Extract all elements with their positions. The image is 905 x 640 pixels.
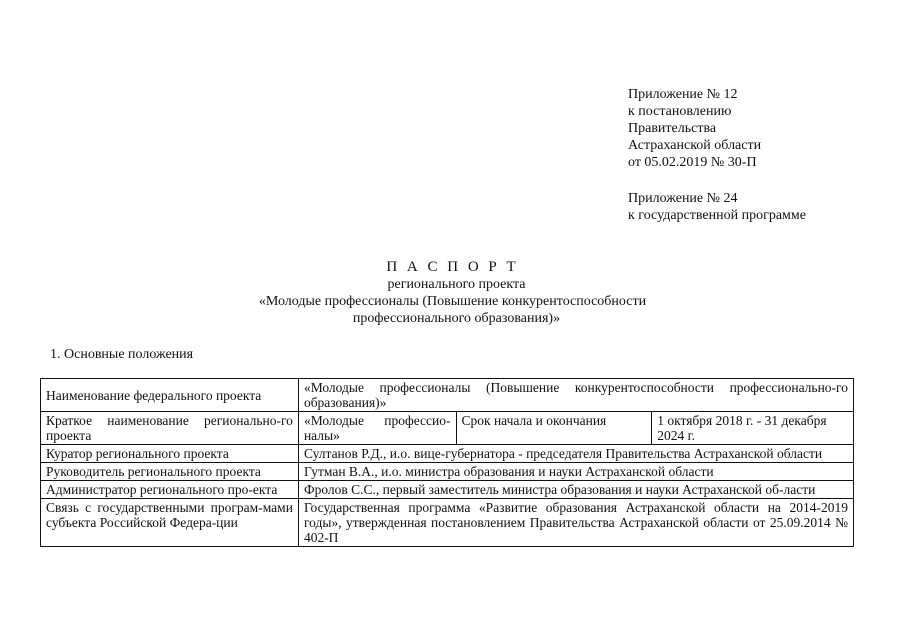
row-value: «Молодые профессионалы (Повышение конкурентоспособности профессионально-го образования)» [298, 379, 853, 412]
table-row [41, 379, 854, 412]
period-value: 1 октября 2018 г. - 31 декабря 2024 г. [652, 412, 854, 445]
period-label: Срок начала и окончания [456, 412, 652, 445]
table-row [41, 463, 854, 481]
heading-line: профессионального образования)» [352, 311, 561, 326]
row-label: Руководитель регионального проекта [41, 463, 299, 481]
appendix-line: Приложение № 24 [628, 191, 738, 206]
appendix-line: Астраханской области [628, 138, 762, 153]
document-title: П А С П О Р Т [386, 259, 519, 275]
appendix-block-2 [628, 190, 806, 224]
project-short-name: «Молодые профессио-налы» [298, 412, 456, 445]
row-label: Наименование федерального проекта [41, 379, 299, 412]
appendix-line: Приложение № 12 [628, 87, 738, 102]
row-value: Гутман В.А., и.о. министра образования и науки Астраханской области [298, 463, 853, 481]
row-value: Государственная программа «Развитие образования Астраханской области на 2014-2019 годы», утвержденная постановлением Правительства Астраханской области от 25.09.2014 № 402-П [298, 499, 853, 547]
row-label: Администратор регионального про-екта [41, 481, 299, 499]
heading-line: регионального проекта [387, 277, 526, 292]
appendix-line: Правительства [628, 121, 717, 136]
appendix-line: к государственной программе [628, 208, 806, 223]
row-label: Краткое наименование регионально-го проекта [41, 412, 299, 445]
heading-line: «Молодые профессионалы (Повышение конкурентоспособности [258, 294, 647, 309]
table-row [41, 481, 854, 499]
row-value: Султанов Р.Д., и.о. вице-губернатора - председателя Правительства Астраханской области [298, 445, 853, 463]
table-row [41, 499, 854, 547]
appendix-line: от 05.02.2019 № 30-П [628, 155, 757, 170]
row-label: Куратор регионального проекта [41, 445, 299, 463]
passport-table [40, 378, 854, 547]
table-row [41, 412, 854, 445]
document-heading [0, 259, 905, 327]
appendix-line: к постановлению [628, 104, 732, 119]
row-value: Фролов С.С., первый заместитель министра образования и науки Астраханской об-ласти [298, 481, 853, 499]
table-row [41, 445, 854, 463]
row-label: Связь с государственными програм-мами субъекта Российской Федера-ции [41, 499, 299, 547]
appendix-block-1 [628, 86, 761, 171]
section-title: 1. Основные положения [50, 347, 194, 362]
